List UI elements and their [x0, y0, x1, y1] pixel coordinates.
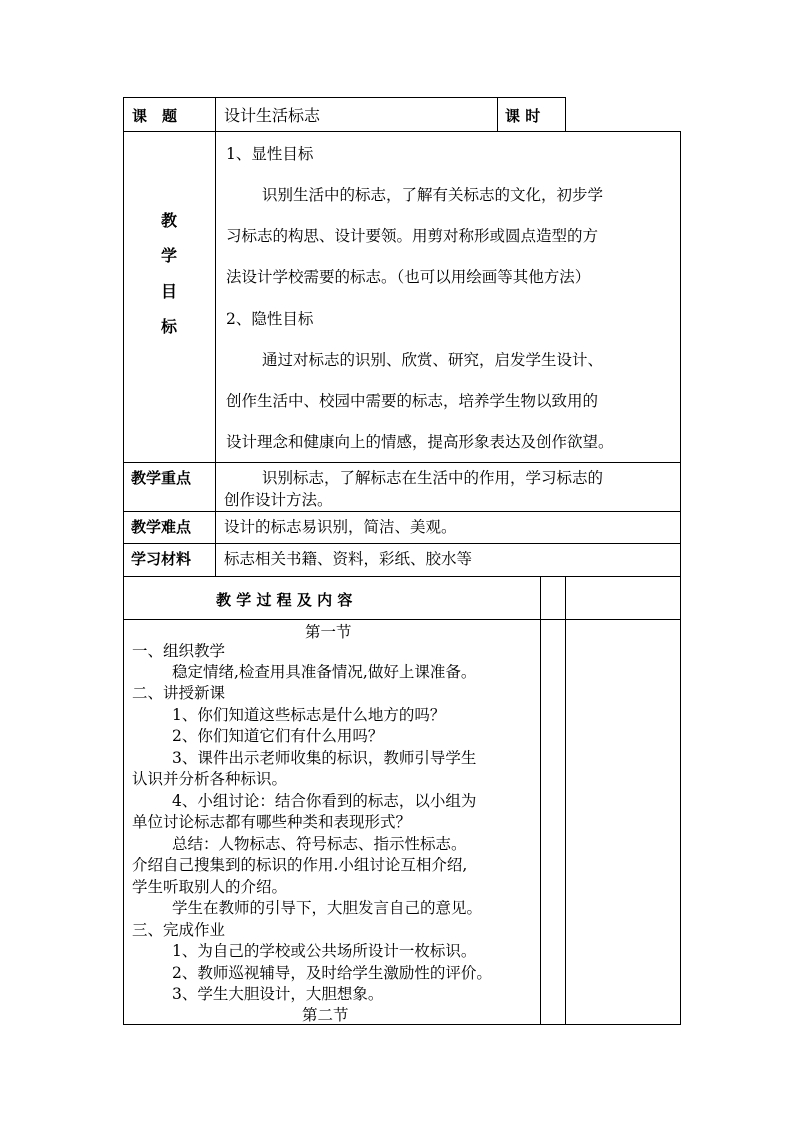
process-line: 学生在教师的引导下，大胆发言自己的意见。: [172, 899, 483, 917]
row-line-bottom: [123, 1024, 681, 1025]
col-line-period-right: [565, 97, 566, 132]
key-points-label: 教学重点: [131, 469, 192, 487]
objective-line: 1、显性目标: [226, 145, 314, 163]
row-line-top: [123, 97, 566, 98]
process-line: 三、完成作业: [132, 921, 226, 939]
row-line-4: [123, 543, 681, 544]
materials-label: 学习材料: [131, 550, 192, 568]
row-line-5: [123, 576, 681, 577]
objective-line: 法设计学校需要的标志。（也可以用绘画等其他方法）: [226, 268, 591, 286]
section-1-title: 第一节: [305, 623, 352, 641]
objectives-label-char-4: 标: [161, 317, 178, 336]
col-line-left: [123, 97, 124, 1025]
process-line: 3、课件出示老师收集的标识，教师引导学生: [172, 749, 477, 767]
process-line: 稳定情绪,检查用具准备情况,做好上课准备。: [172, 663, 477, 681]
section-2-title: 第二节: [302, 1006, 349, 1024]
col-line-label: [215, 97, 216, 577]
period-label: 课 时: [505, 107, 541, 125]
difficulties-value: 设计的标志易识别，简洁、美观。: [224, 518, 457, 536]
process-line: 1、你们知道这些标志是什么地方的吗？: [172, 706, 446, 724]
process-line: 二、讲授新课: [132, 684, 226, 702]
col-line-right: [680, 131, 681, 1025]
topic-label: 课 题: [132, 107, 178, 125]
col-line-period-left: [497, 97, 498, 132]
process-line: 认识并分析各种标识。: [132, 770, 288, 788]
objectives-label-char-1: 教: [161, 211, 178, 230]
objective-line: 2、隐性目标: [226, 310, 314, 328]
process-line: 介绍自己搜集到的标识的作用.小组讨论互相介绍,: [132, 856, 468, 874]
row-line-3: [123, 511, 681, 512]
process-line: 学生听取别人的介绍。: [132, 878, 288, 896]
materials-value: 标志相关书籍、资料，彩纸、胶水等: [224, 550, 473, 568]
process-line: 总结：人物标志、符号标志、指示性标志。: [172, 835, 467, 853]
difficulties-label: 教学难点: [131, 518, 192, 536]
col-line-process-b: [565, 576, 566, 1025]
objective-line: 识别生活中的标志，了解有关标志的文化，初步学: [262, 186, 604, 204]
objective-line: 习标志的构思、设计要领。用剪对称形或圆点造型的方: [226, 227, 599, 245]
process-heading: 教 学 过 程 及 内 容: [216, 591, 353, 609]
process-line: 4、小组讨论：结合你看到的标志，以小组为: [172, 792, 477, 810]
process-line: 1、为自己的学校或公共场所设计一枚标识。: [172, 942, 477, 960]
process-line: 3、学生大胆设计，大胆想象。: [172, 985, 384, 1003]
key-points-line-1: 识别标志，了解标志在生活中的作用，学习标志的: [262, 469, 604, 487]
row-line-2: [123, 462, 681, 463]
row-line-6: [123, 619, 681, 620]
objectives-label-char-2: 学: [161, 246, 178, 265]
objective-line: 设计理念和健康向上的情感，提高形象表达及创作欲望。: [226, 433, 614, 451]
objective-line: 通过对标志的识别、欣赏、研究，启发学生设计、: [262, 351, 604, 369]
objectives-label-char-3: 目: [161, 282, 178, 301]
topic-value: 设计生活标志: [224, 106, 321, 125]
objective-line: 创作生活中、校园中需要的标志，培养学生物以致用的: [226, 392, 599, 410]
key-points-line-2: 创作设计方法。: [224, 491, 333, 509]
row-line-1: [123, 131, 681, 132]
process-line: 2、教师巡视辅导，及时给学生激励性的评价。: [172, 964, 492, 982]
process-line: 一、组织教学: [132, 642, 226, 660]
process-line: 单位讨论标志都有哪些种类和表现形式？: [132, 813, 412, 831]
process-line: 2、你们知道它们有什么用吗？: [172, 727, 384, 745]
col-line-process-a: [540, 576, 541, 1025]
